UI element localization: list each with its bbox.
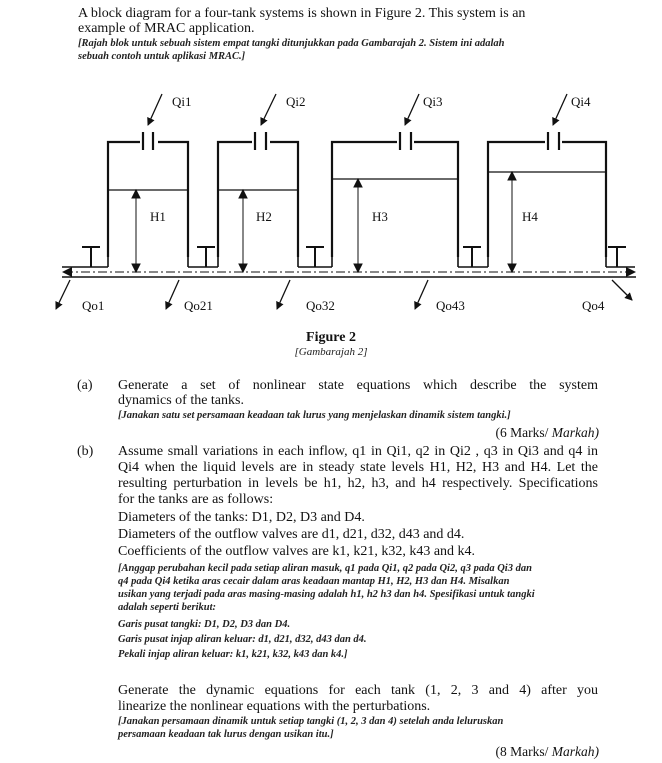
part-b-line-4: for the tanks are as follows:: [118, 492, 274, 507]
part-b-translation-6: Garis pusat injap aliran keluar: d1, d21, d32, d43 dan d4.: [118, 634, 367, 645]
spec-tank-diameters: Diameters of the tanks: D1, D2, D3 and D4.: [118, 510, 365, 525]
figure-caption: Figure 2: [306, 330, 356, 345]
level-label-4: H4: [522, 209, 538, 224]
part-b-translation-1: [Anggap perubahan kecil pada setiap aliran masuk, q1 pada Qi1, q2 pada Qi2, q3 pada Qi3 dan: [118, 563, 532, 574]
intro-translation-2: sebuah contoh untuk aplikasi MRAC.]: [78, 51, 246, 62]
outflow-label-32: Qo32: [306, 298, 335, 313]
part-b-line-3: resulting perturbation in levels be h1, h2, h3, and h4 respectively. Specifications: [118, 476, 598, 491]
part-b-line-1: Assume small variations in each inflow, q1 in Qi1, q2 in Qi2 , q3 in Qi3 and q4 in: [118, 444, 598, 459]
part-a-label: (a): [77, 378, 93, 393]
outflow-label-21: Qo21: [184, 298, 213, 313]
part-b-translation-2: q4 pada Qi4 ketika aras cecair dalam aras keadaan mantap H1, H2, H3 dan H4. Misalkan: [118, 576, 510, 587]
outflow-label-1: Qo1: [82, 298, 105, 313]
intro-line-1: A block diagram for a four-tank systems is shown in Figure 2. This system is an: [78, 6, 526, 21]
part-a-marks: (6 Marks/ Markah): [495, 425, 599, 440]
level-label-3: H3: [372, 209, 388, 224]
part-b-label: (b): [77, 444, 94, 459]
inflow-label-4: Qi4: [571, 94, 591, 109]
intro-line-2: example of MRAC application.: [78, 21, 255, 36]
part-a-translation: [Janakan satu set persamaan keadaan tak lurus yang menjelaskan dinamik sistem tangki.]: [118, 410, 511, 421]
inflow-label-2: Qi2: [286, 94, 306, 109]
part-b-line-2: Qi4 when the liquid levels are in steady state levels H1, H2, H3 and H4. Let the: [118, 460, 598, 475]
part-b-translation-7: Pekali injap aliran keluar: k1, k21, k32, k43 dan k4.]: [118, 649, 348, 660]
part-b-generate-1: Generate the dynamic equations for each tank (1, 2, 3 and 4) after you: [118, 683, 598, 698]
four-tank-diagram: [0, 82, 662, 322]
part-b-translation-4: adalah seperti berikut:: [118, 602, 217, 613]
level-label-1: H1: [150, 209, 166, 224]
pipe-end-right: [626, 267, 636, 277]
part-a-line-1: Generate a set of nonlinear state equations which describe the system: [118, 378, 598, 393]
outflow-label-4: Qo4: [582, 298, 605, 313]
part-b-translation-3: usikan yang terjadi pada aras masing-masing adalah h1, h2 h3 dan h4. Spesifikasi untuk tangki: [118, 589, 535, 600]
outflow-label-43: Qo43: [436, 298, 465, 313]
tank-walls: [108, 132, 606, 257]
inflow-label-1: Qi1: [172, 94, 192, 109]
part-b-translation-5: Garis pusat tangki: D1, D2, D3 dan D4.: [118, 619, 291, 630]
intro-translation-1: [Rajah blok untuk sebuah sistem empat tangki ditunjukkan pada Gambarajah 2. Sistem ini adalah: [78, 38, 505, 49]
inflow-label-3: Qi3: [423, 94, 443, 109]
part-b-generate-2: linearize the nonlinear equations with the perturbations.: [118, 699, 431, 714]
pipe-network: [62, 257, 636, 277]
figure-caption-translation: [Gambarajah 2]: [294, 346, 368, 358]
inflow-arrows: [148, 94, 567, 125]
part-b-generate-translation-2: persamaan keadaan tak lurus dengan usikan itu.]: [118, 729, 334, 740]
part-b-marks: (8 Marks/ Markah): [495, 744, 599, 759]
level-label-2: H2: [256, 209, 272, 224]
part-b-generate-translation-1: [Janakan persamaan dinamik untuk setiap tangki (1, 2, 3 dan 4) setelah anda leluruskan: [118, 716, 504, 727]
pipe-end-left: [62, 267, 72, 277]
part-a-line-2: dynamics of the tanks.: [118, 393, 244, 408]
spec-valve-coefficients: Coefficients of the outflow valves are k1, k21, k32, k43 and k4.: [118, 544, 476, 559]
outflow-arrows: [56, 280, 632, 309]
spec-valve-diameters: Diameters of the outflow valves are d1, d21, d32, d43 and d4.: [118, 527, 465, 542]
